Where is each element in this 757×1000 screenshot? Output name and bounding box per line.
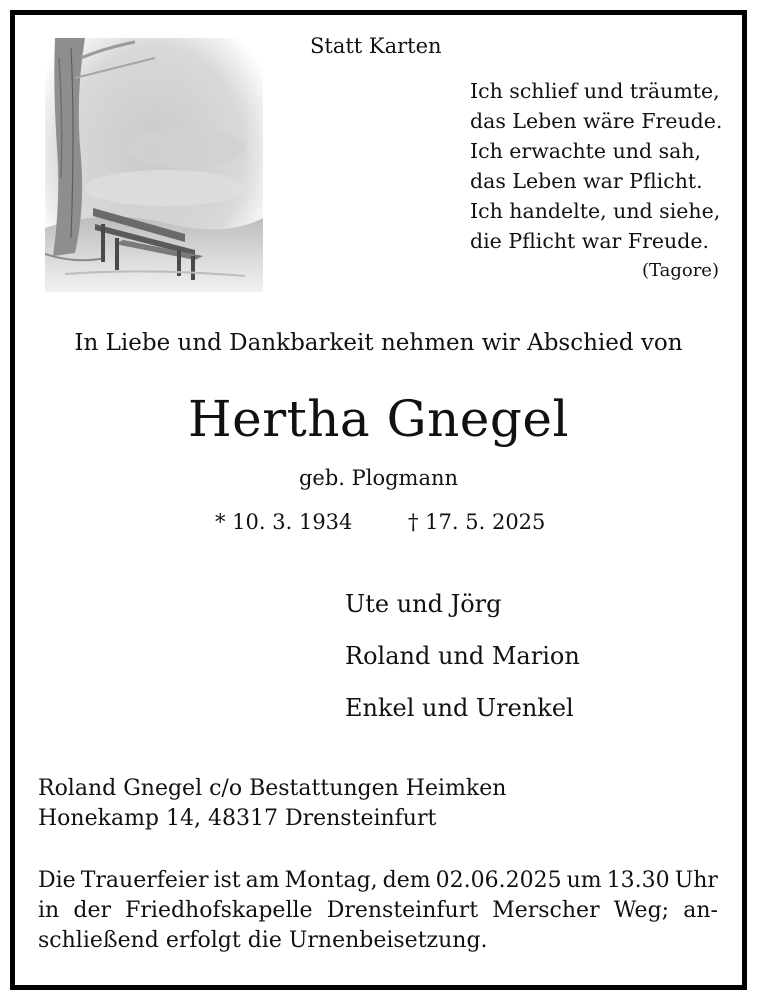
service-line (38, 896, 718, 926)
service-word: dem (382, 868, 431, 893)
service-word: Die (38, 868, 76, 893)
mourner-entry: Ute und Jörg (345, 590, 502, 618)
contact-address (38, 774, 506, 834)
service-word: Trauerfeier (80, 868, 209, 893)
poem-line: das Leben war Pflicht. (470, 169, 703, 193)
poem (470, 76, 722, 256)
poem-line: das Leben wäre Freude. (470, 109, 723, 133)
maiden-name: geb. Plogmann (298, 466, 459, 490)
service-word: am (245, 868, 280, 893)
intro-text: In Liebe und Dankbarkeit nehmen wir Abschied von (74, 330, 683, 356)
service-word: Uhr (674, 868, 718, 893)
service-word: an- (683, 898, 718, 923)
service-word: in (38, 898, 60, 923)
poem-line: Ich handelte, und siehe, (470, 199, 721, 223)
service-word: 02.06.2025 (435, 868, 562, 893)
service-word: 13.30 (606, 868, 670, 893)
service-word: um (566, 868, 602, 893)
death-date: † 17. 5. 2025 (408, 510, 546, 534)
contact-line: Honekamp 14, 48317 Drensteinfurt (38, 806, 437, 831)
service-word: Weg; (613, 898, 670, 923)
mourner-entry: Enkel und Urenkel (345, 694, 574, 722)
service-word: Friedhofskapelle (125, 898, 313, 923)
service-line (38, 866, 718, 896)
poem-line: Ich erwachte und sah, (470, 139, 702, 163)
service-line: schließend erfolgt die Urnenbeisetzung. (38, 928, 488, 953)
service-word: ist (213, 868, 241, 893)
bench-under-tree-illustration (45, 38, 263, 292)
service-word: Merscher (492, 898, 600, 923)
poem-line: die Pflicht war Freude. (470, 229, 710, 253)
statt-karten-heading: Statt Karten (310, 34, 442, 58)
service-word: Montag, (284, 868, 378, 893)
mourners-list (345, 586, 580, 742)
deceased-name: Hertha Gnegel (188, 390, 569, 448)
birth-date: * 10. 3. 1934 (215, 510, 353, 534)
poem-author: (Tagore) (641, 260, 719, 281)
contact-line: Roland Gnegel c/o Bestattungen Heimken (38, 776, 507, 801)
mourner-entry: Roland und Marion (345, 642, 580, 670)
service-word: Drensteinfurt (326, 898, 479, 923)
service-notice (38, 866, 718, 956)
service-word: der (73, 898, 111, 923)
poem-line: Ich schlief und träumte, (470, 79, 720, 103)
